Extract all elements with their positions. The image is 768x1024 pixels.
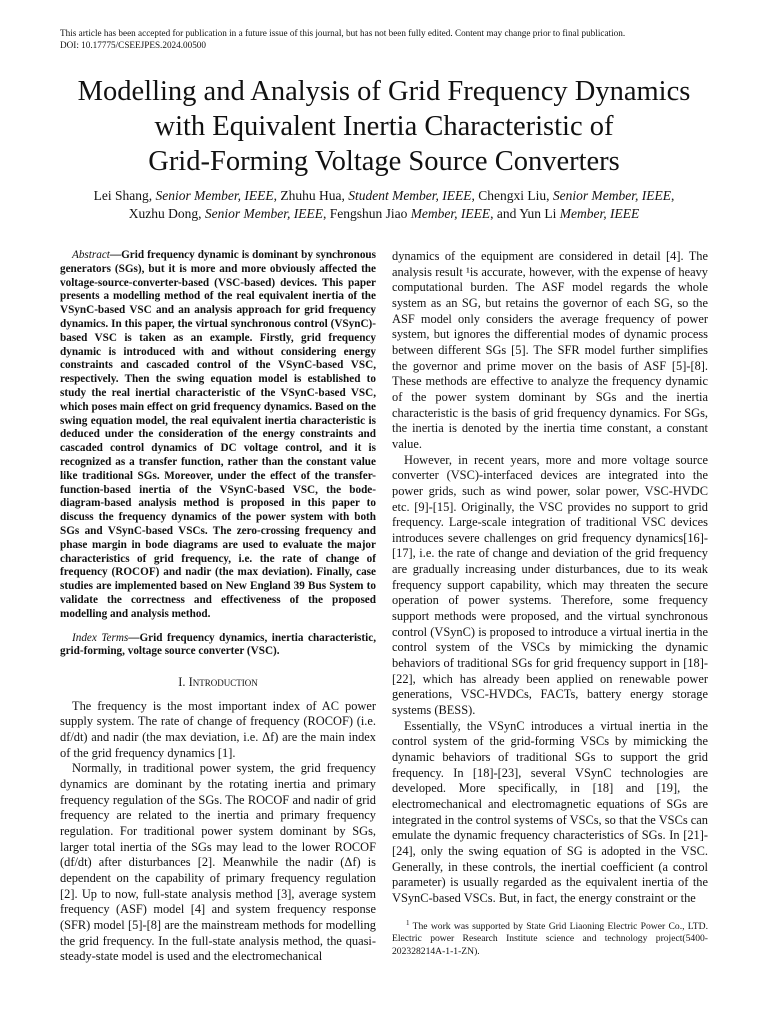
author-role: Student Member, IEEE — [348, 188, 472, 203]
index-terms-label: Index Terms — [72, 631, 129, 644]
right-column — [392, 249, 708, 907]
section-title: Introduction — [188, 675, 258, 690]
left-column — [60, 249, 376, 965]
author-list: Lei Shang, Senior Member, IEEE, Zhuhu Hua, Student Member, IEEE, Chengxi Liu, Senior Member, IEEE, Xuzhu Dong, Senior Member, IEEE, Fengshun Jiao Member, IEEE, and Yun Li Member, IEEE — [93, 188, 675, 221]
section-heading — [60, 675, 376, 691]
body-paragraph: The frequency is the most important index of AC power supply system. The rate of change of frequency (ROCOF) (i.e. df/dt) and nadir (the max deviation, i.e. Δf) are the main index of the grid frequency dynamics [1]. — [60, 698, 376, 760]
author-name: Fengshun Jiao — [329, 206, 408, 221]
body-paragraph: However, in recent years, more and more voltage source converter (VSC)-interfaced devices are integrated into the power grids, such as wind power, solar power, VSC-HVDC etc. [9]-[15]. Originally, the VSC provides no support to grid frequency. Large-scale integration of traditional VSC devices introduces severe challenges on grid frequency dynamics[16]-[17], i.e. the rate of change and deviation of the grid frequency are gradually increasing under disturbances, due to its weak frequency support capability, which may threaten the secure operation of power systems. Therefore, some frequency support methods were proposed, and the virtual synchronous control (VSynC) is proposed to introduce a virtual inertia in the control system of the VSCs by mimicking the dynamic behaviors of traditional SGs for grid frequency support in [18]-[22], which has already been applied on renewable power generations, VSC-HVDCs, FACTs, battery energy storage systems (BESS). — [392, 452, 708, 718]
body-paragraph: dynamics of the equipment are considered in detail [4]. The analysis result ¹is accurate, however, with the expense of heavy computational burden. The ASF model regards the whole system as an SG, but retains the governor of each SG, so the ASF model only considers the average frequency of power system, but ignores the differential modes of dynamic process between different SGs [5]. The SFR model further simplifies the governor and prime mover on the basis of ASF [5]-[8]. These methods are effective to analyze the frequency dynamic of the power system dominant by SGs and the inertia characteristic is the basis of grid frequency dynamics. For SGs, the inertia is denoted by the inertia time constant, a constant value. — [392, 249, 708, 451]
paper-title — [30, 74, 738, 179]
author-role: Member, IEEE — [559, 206, 640, 221]
author-name: Yun Li — [519, 206, 557, 221]
abstract: Abstract—Grid frequency dynamic is dominant by synchronous generators (SGs), but it is more and more obviously affected the voltage-source-converter-based (VSC-based) devices. This paper presents a modelling method of the real equivalent inertia of the VSynC-based VSC and an analysis approach for grid frequency dynamics. In this paper, the virtual synchronous control (VSynC)-based VSC is taken as an example. Firstly, grid frequency dynamic is introduced with and without considering energy constraints and cascaded control of the VSynC-based VSC, respectively. Then the swing equation model is established to study the real inertial characteristic of the VSynC-based VSC, which poses main effect on grid frequency dynamics. Based on the swing equation model, the real equivalent inertia characteristic is deduced under the consideration of the energy constraints and cascaded control dynamics of DC voltage control, and it is recognized as a transfer function, rather than the constant value like traditional SGs. Moreover, under the effect of the transfer-function-based inertia of the VSynC-based VSC, the bode-diagram-based analysis method is proposed in this paper to discuss the frequency dynamics of the power system with both SGs and VSynC-based VSCs. The zero-crossing frequency and phase margin in bode diagrams are used to evaluate the major characteristics of grid frequency, i.e. the rate of change of frequency (ROCOF) and nadir (the max deviation). Finally, case studies are implemented based on New England 39 Bus System to validate the correctness and effectiveness of the proposed modelling and analysis method. — [60, 249, 376, 620]
body-paragraph: Essentially, the VSynC introduces a virtual inertia in the control system of the grid-forming VSCs by mimicking the dynamic behaviors of traditional SGs to support the grid frequency. In [18]-[23], several VSynC technologies are developed. More specifically, in [18] and [19], the electromechanical and electromagnetic equations of SGs are integrated in the control systems of VSCs, so that the VSCs can emulate the dynamic frequency characteristics of SGs. In [21]-[24], only the swing equation of SG is adopted in the VSC. Generally, in these controls, the inertial coefficient (a control parameter) is usually regarded as the equivalent inertia of the VSynC-based VSCs. But, in fact, the energy constraint or the — [392, 718, 708, 905]
footnote-body: The work was supported by State Grid Liaoning Electric Power Co., LTD. Electric power Research Institute science and technology project(5400-202328214A-1-1-ZN). — [392, 921, 708, 957]
title-line-1: Modelling and Analysis of Grid Frequency Dynamics — [77, 76, 691, 107]
abstract-label: Abstract — [72, 249, 110, 261]
index-terms-text: Grid frequency dynamics, inertia characteristic, grid-forming, voltage source converter (VSC). — [60, 631, 376, 658]
author-role: Senior Member, IEEE — [552, 188, 672, 203]
author-name: Zhuhu Hua — [280, 188, 342, 203]
footnote — [392, 918, 708, 958]
author-name: Chengxi Liu — [478, 188, 547, 203]
body-paragraph: Normally, in traditional power system, the grid frequency dynamics are dominant by the rotating inertia and primary frequency regulation of the SGs. The ROCOF and nadir of grid frequency are related to the inertia and primary frequency regulation. For traditional power system dominant by SGs, larger total inertia of the SGs may lead to the lower ROCOF (df/dt) after disturbances [2]. Meanwhile the nadir (Δf) is dependent on the capability of primary frequency regulation [2]. Up to now, full-state analysis method [3], average system frequency (ASF) model [4] and system frequency response (SFR) model [5]-[8] are the mainstream methods for modelling the grid frequency. In the full-state analysis method, the quasi-steady-state model is used and the electromechanical — [60, 761, 376, 964]
author-role: Senior Member, IEEE — [155, 188, 274, 203]
footnote-text — [392, 918, 708, 958]
author-role: Senior Member, IEEE — [204, 206, 323, 221]
author-name: Xuzhu Dong — [128, 206, 199, 221]
title-line-2: with Equivalent Inertia Characteristic of — [154, 111, 614, 142]
publication-notice — [60, 27, 625, 51]
authors-conjunction: and — [496, 206, 517, 221]
footnote-mark: 1 — [406, 918, 410, 927]
section-numeral: I. — [178, 675, 186, 690]
abstract-text: Grid frequency dynamic is dominant by synchronous generators (SGs), but it is more and more obviously affected the voltage-source-converter-based (VSC-based) devices. This paper presents a modelling method of the real equivalent inertia of the VSynC-based VSC and an analysis approach for grid frequency dynamics. In this paper, the virtual synchronous control (VSynC)-based VSC is taken as an example. Firstly, grid frequency dynamic is introduced with and without considering energy constraints and cascaded control of the VSynC-based VSC, respectively. Then the swing equation model is established to study the real inertial characteristic of the VSynC-based VSC, which poses main effect on grid frequency dynamics. Based on the swing equation model, the real equivalent inertia characteristic is deduced under the consideration of the energy constraints and cascaded control dynamics of DC voltage control, and it is recognized as a transfer function, rather than the constant value like traditional SGs. Moreover, under the effect of the transfer-function-based inertia of the VSynC-based VSC, the bode-diagram-based analysis method is proposed in this paper to discuss the frequency dynamics of the power system with both SGs and VSynC-based VSCs. The zero-crossing frequency and phase margin in bode diagrams are used to evaluate the major characteristics of grid frequency, i.e. the rate of change of frequency (ROCOF) and nadir (the max deviation). Finally, case studies are implemented based on New England 39 Bus System to validate the correctness and effectiveness of the proposed modelling and analysis method. — [60, 249, 376, 620]
title-line-3: Grid-Forming Voltage Source Converters — [148, 146, 620, 177]
index-terms: Index Terms—Grid frequency dynamics, inertia characteristic, grid-forming, voltage source converter (VSC). — [60, 631, 376, 658]
author-name: Lei Shang — [93, 188, 149, 203]
notice-line: This article has been accepted for publication in a future issue of this journal, but has not been fully edited. Content may change prior to final publication. — [60, 28, 626, 38]
author-role: Member, IEEE — [410, 206, 491, 221]
doi-line: DOI: 10.17775/CSEEJPES.2024.00500 — [60, 40, 206, 50]
